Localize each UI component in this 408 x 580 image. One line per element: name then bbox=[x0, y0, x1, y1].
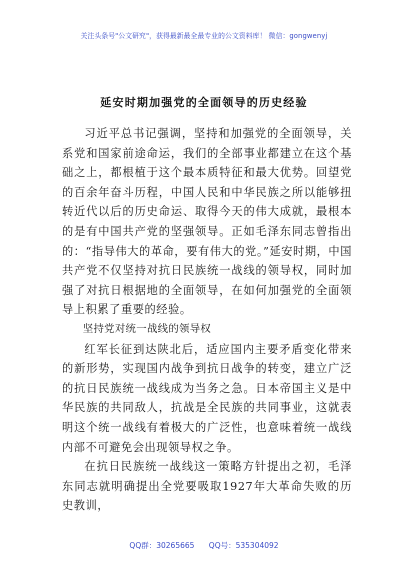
header-notice: 关注头条号"公文研究"，获得最新最全最专业的公文资料库！ 微信：gongwenyj bbox=[80, 32, 328, 40]
paragraph-strategy: 在抗日民族统一战线这一策略方针提出之初，毛泽东同志就明确提出全党要吸取1927年大革命失败的历史教训， bbox=[62, 460, 352, 513]
footer-qq-group: QQ群：30265665 bbox=[129, 541, 195, 550]
footer-qq-number: QQ号：535304092 bbox=[208, 541, 279, 550]
document-body bbox=[62, 124, 352, 516]
document-title: 延安时期加强党的全面领导的历史经验 bbox=[100, 96, 308, 109]
paragraph-intro: 习近平总书记强调，坚持和加强党的全面领导，关系党和国家前途命运，我们的全部事业都建立在这个基础之上，都根植于这个最本质特征和最大优势。回望党的百余年奋斗历程，中国人民和中华民族之所以能够扭转近代以后的历史命运、取得今天的伟大成就，最根本的是有中国共产党的坚强领导。正如毛泽东同志曾指出的：“指导伟大的革命，要有伟大的党。”延安时期，中国共产党不仅坚持对抗日民族统一战线的领导权，同时加强了对抗日根据地的全面领导，在如何加强党的全面领导上积累了重要的经验。 bbox=[62, 127, 352, 317]
paragraph-united-front: 红军长征到达陕北后，适应国内主要矛盾变化带来的新形势，实现国内战争到抗日战争的转变，建立广泛的抗日民族统一战线成为当务之急。日本帝国主义是中华民族的共同敌人，抗战是全民族的共同事业，这就表明这个统一战线有着极大的广泛性，也意味着统一战线内部不可避免会出现领导权之争。 bbox=[62, 342, 352, 454]
footer-contact bbox=[0, 540, 408, 551]
section-heading: 坚持党对统一战线的领导权 bbox=[82, 322, 212, 335]
